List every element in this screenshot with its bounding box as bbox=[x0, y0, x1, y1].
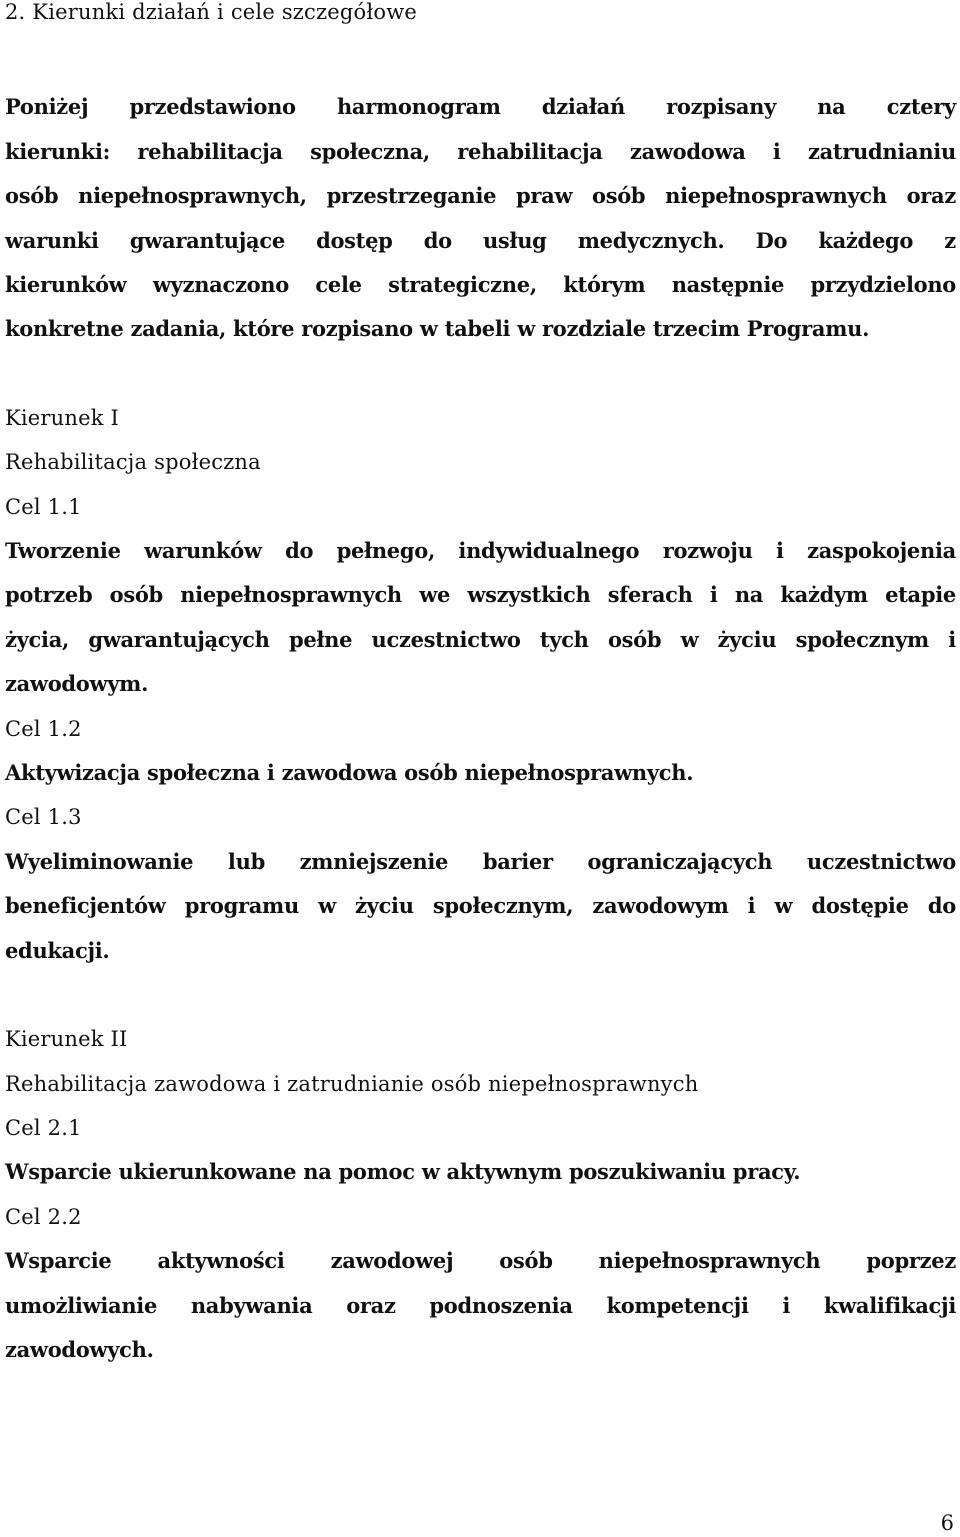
word: cztery bbox=[886, 94, 956, 119]
word: i bbox=[948, 627, 956, 652]
intro-line-1 bbox=[5, 92, 956, 122]
word: ograniczających bbox=[587, 849, 773, 874]
cel-1-1-line-2 bbox=[5, 580, 956, 610]
word: którym bbox=[563, 272, 646, 297]
word: we bbox=[419, 582, 451, 607]
kierunek-1-name: Rehabilitacja społeczna bbox=[5, 450, 261, 474]
word: społecznym bbox=[795, 627, 929, 652]
word: gwarantujące bbox=[129, 228, 285, 253]
word: oraz bbox=[346, 1293, 396, 1318]
word: osób bbox=[607, 627, 662, 652]
word: do bbox=[423, 228, 452, 253]
word: warunków bbox=[144, 538, 262, 563]
word: barier bbox=[482, 849, 553, 874]
cel-1-1-line-4: zawodowym. bbox=[5, 671, 149, 696]
word: każdym bbox=[780, 582, 868, 607]
word: i bbox=[747, 893, 756, 918]
word: przydzielono bbox=[810, 272, 956, 297]
word: uczestnictwo bbox=[371, 627, 521, 652]
word: w bbox=[680, 627, 699, 652]
word: z bbox=[944, 228, 956, 253]
word: kompetencji bbox=[606, 1293, 749, 1318]
cel-1-3-label: Cel 1.3 bbox=[5, 805, 82, 829]
word: zaspokojenia bbox=[807, 538, 956, 563]
intro-line-4 bbox=[5, 226, 956, 256]
word: osób bbox=[592, 183, 646, 208]
word: harmonogram bbox=[336, 94, 501, 119]
word: rehabilitacja bbox=[137, 139, 283, 164]
word: nabywania bbox=[190, 1293, 313, 1318]
word: strategiczne, bbox=[388, 272, 537, 297]
word: zawodowej bbox=[330, 1248, 454, 1273]
word: społecznym, bbox=[432, 893, 574, 918]
word: zawodowym bbox=[592, 893, 729, 918]
word: życiu bbox=[355, 893, 414, 918]
word: wszystkich bbox=[467, 582, 591, 607]
cel-1-3-line-3: edukacji. bbox=[5, 938, 110, 963]
word: Wsparcie bbox=[5, 1248, 112, 1273]
word: lub bbox=[227, 849, 265, 874]
word: poprzez bbox=[866, 1248, 956, 1273]
word: i bbox=[782, 1293, 791, 1318]
word: potrzeb bbox=[5, 582, 93, 607]
page-number: 6 bbox=[940, 1511, 954, 1535]
word: kierunków bbox=[5, 272, 127, 297]
word: i bbox=[772, 139, 781, 164]
word: kwalifikacji bbox=[823, 1293, 956, 1318]
intro-line-5 bbox=[5, 270, 956, 300]
word: etapie bbox=[885, 582, 956, 607]
word: na bbox=[817, 94, 846, 119]
word: niepełnosprawnych bbox=[598, 1248, 821, 1273]
cel-2-2-line-3: zawodowych. bbox=[5, 1337, 154, 1362]
word: do bbox=[927, 893, 956, 918]
word: usług bbox=[482, 228, 547, 253]
word: osób bbox=[109, 582, 163, 607]
word: działań bbox=[541, 94, 625, 119]
word: Tworzenie bbox=[5, 538, 121, 563]
word: sferach bbox=[607, 582, 693, 607]
word: wyznaczono bbox=[152, 272, 289, 297]
cel-1-1-line-3 bbox=[5, 625, 956, 655]
word: niepełnosprawnych, bbox=[78, 183, 307, 208]
word: niepełnosprawnych bbox=[180, 582, 402, 607]
word: zmniejszenie bbox=[299, 849, 449, 874]
word: rehabilitacja bbox=[457, 139, 603, 164]
cel-1-3-line-1 bbox=[5, 847, 956, 877]
word: społeczna, bbox=[310, 139, 430, 164]
word: zatrudnianiu bbox=[807, 139, 956, 164]
word: umożliwianie bbox=[5, 1293, 158, 1318]
intro-line-6: konkretne zadania, które rozpisano w tabeli w rozdziale trzecim Programu. bbox=[5, 316, 870, 341]
word: następnie bbox=[671, 272, 785, 297]
word: dostęp bbox=[316, 228, 393, 253]
intro-line-2 bbox=[5, 137, 956, 167]
word: przedstawiono bbox=[129, 94, 296, 119]
word: praw bbox=[515, 183, 573, 208]
word: i bbox=[775, 538, 784, 563]
word: do bbox=[285, 538, 314, 563]
word: niepełnosprawnych bbox=[665, 183, 887, 208]
cel-1-2-line-1: Aktywizacja społeczna i zawodowa osób niepełnosprawnych. bbox=[5, 760, 694, 785]
word: cele bbox=[315, 272, 362, 297]
word: Do bbox=[755, 228, 788, 253]
word: osób bbox=[499, 1248, 553, 1273]
word: programu bbox=[184, 893, 299, 918]
word: uczestnictwo bbox=[806, 849, 956, 874]
word: rozpisany bbox=[666, 94, 777, 119]
cel-2-2-label: Cel 2.2 bbox=[5, 1205, 82, 1229]
word: osób bbox=[5, 183, 59, 208]
word: i bbox=[709, 582, 718, 607]
word: tych bbox=[539, 627, 589, 652]
word: rozwoju bbox=[662, 538, 753, 563]
word: oraz bbox=[906, 183, 956, 208]
word: podnoszenia bbox=[429, 1293, 573, 1318]
word: na bbox=[734, 582, 764, 607]
word: w bbox=[774, 893, 793, 918]
word: kierunki: bbox=[5, 139, 111, 164]
word: przestrzeganie bbox=[326, 183, 497, 208]
kierunek-1-label: Kierunek I bbox=[5, 406, 120, 430]
cel-2-1-line-1: Wsparcie ukierunkowane na pomoc w aktywnym poszukiwaniu pracy. bbox=[5, 1159, 801, 1184]
word: gwarantujących bbox=[88, 627, 270, 652]
cel-2-2-line-2 bbox=[5, 1291, 956, 1321]
word: warunki bbox=[5, 228, 99, 253]
word: pełne bbox=[288, 627, 353, 652]
word: w bbox=[318, 893, 336, 918]
word: pełnego, bbox=[336, 538, 435, 563]
word: beneficjentów bbox=[5, 893, 166, 918]
cel-2-2-line-1 bbox=[5, 1246, 956, 1276]
word: Wyeliminowanie bbox=[5, 849, 194, 874]
cel-1-1-label: Cel 1.1 bbox=[5, 495, 82, 519]
word: Poniżej bbox=[5, 94, 89, 119]
cel-1-2-label: Cel 1.2 bbox=[5, 717, 82, 741]
word: aktywności bbox=[157, 1248, 285, 1273]
kierunek-2-label: Kierunek II bbox=[5, 1027, 128, 1051]
word: indywidualnego bbox=[458, 538, 640, 563]
kierunek-2-name: Rehabilitacja zawodowa i zatrudnianie osób niepełnosprawnych bbox=[5, 1072, 699, 1096]
cel-1-1-line-1 bbox=[5, 536, 956, 566]
section-title: 2. Kierunki działań i cele szczegółowe bbox=[5, 0, 418, 24]
cel-2-1-label: Cel 2.1 bbox=[5, 1116, 82, 1140]
word: medycznych. bbox=[577, 228, 725, 253]
word: zawodowa bbox=[629, 139, 746, 164]
word: dostępie bbox=[811, 893, 909, 918]
intro-line-3 bbox=[5, 181, 956, 211]
word: każdego bbox=[818, 228, 914, 253]
cel-1-3-line-2 bbox=[5, 891, 956, 921]
word: życiu bbox=[717, 627, 777, 652]
word: życia, bbox=[5, 627, 70, 652]
